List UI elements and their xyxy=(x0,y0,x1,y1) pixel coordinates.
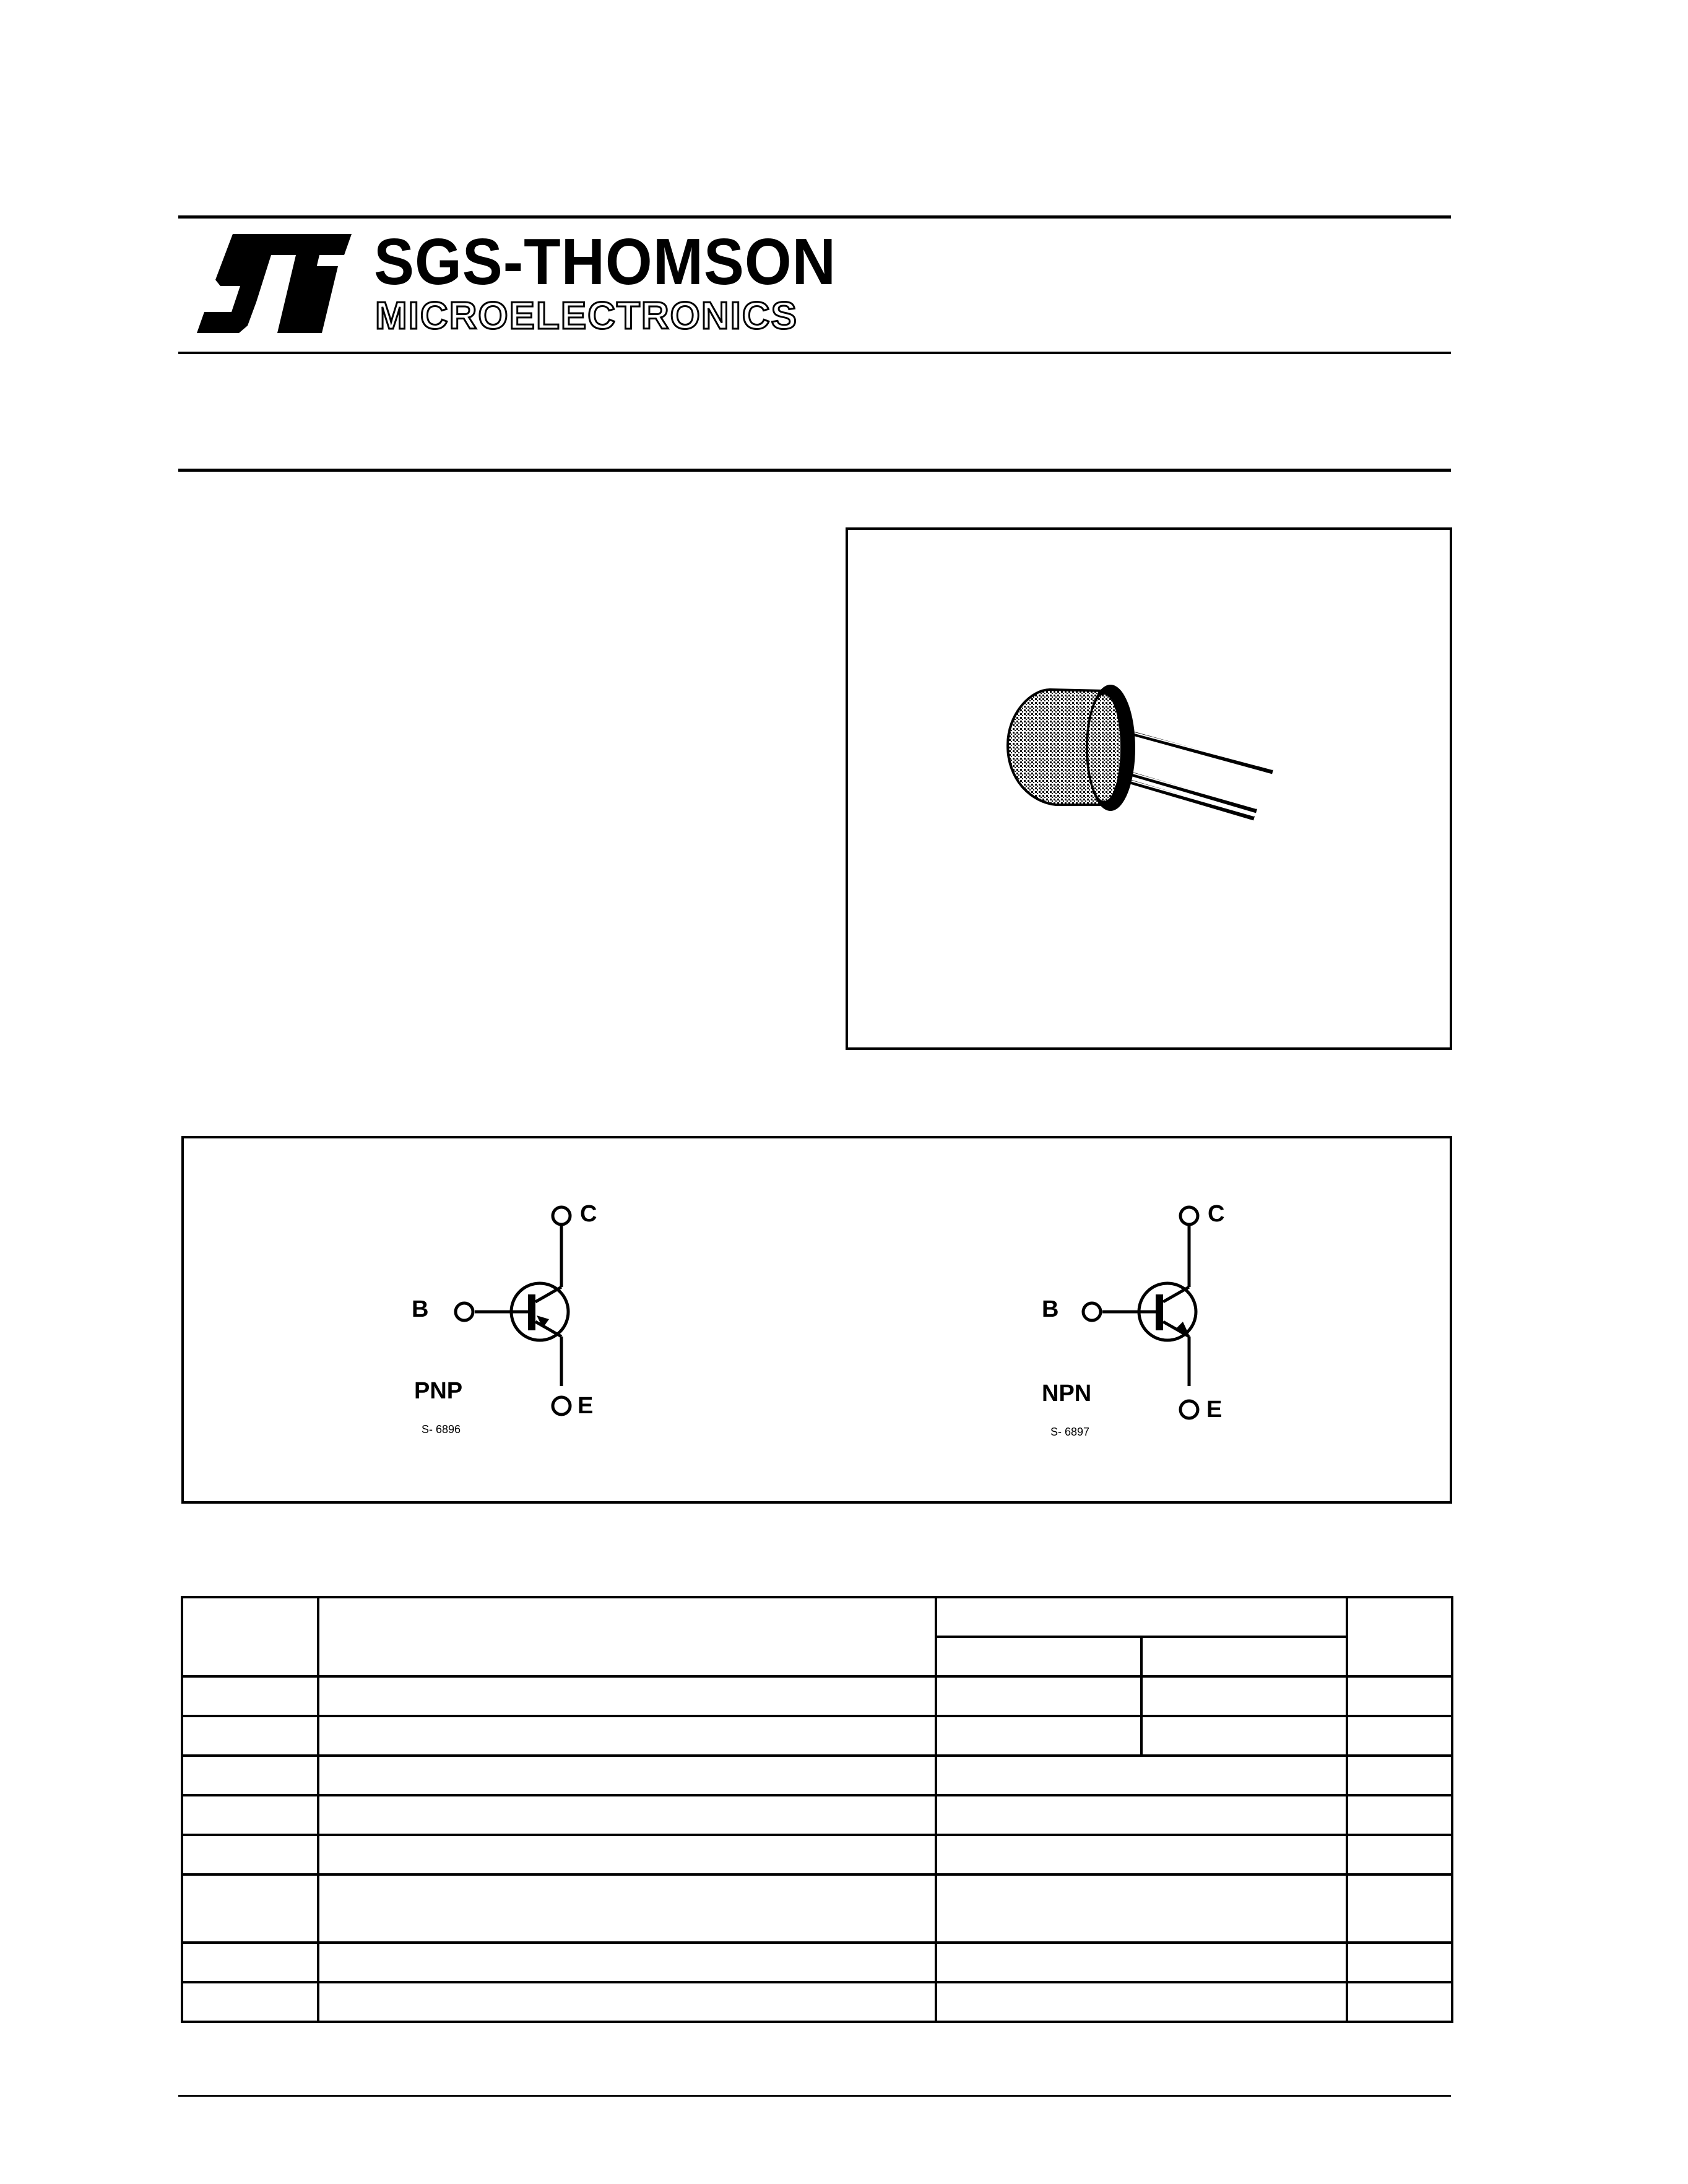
npn-collector-label: C xyxy=(1208,1201,1225,1227)
table-row xyxy=(182,1835,1452,1874)
table-row xyxy=(182,1716,1452,1756)
brand-subname: MICROELECTRONICS xyxy=(375,295,798,337)
header-top-rule xyxy=(178,215,1451,219)
title-rule xyxy=(178,469,1451,472)
pnp-type-label: PNP xyxy=(414,1378,463,1404)
table-header-cell xyxy=(1347,1597,1452,1676)
pnp-emitter-label: E xyxy=(578,1393,594,1419)
table-header-row xyxy=(182,1597,1452,1637)
table-header-cell xyxy=(318,1597,936,1676)
table-header-cell xyxy=(1141,1637,1347,1676)
pnp-figure-code: S- 6896 xyxy=(422,1423,461,1436)
npn-emitter-terminal-icon xyxy=(1177,1397,1201,1422)
schematic-box xyxy=(181,1136,1452,1504)
pnp-transistor-symbol xyxy=(425,1138,611,1386)
pnp-emitter-terminal-icon xyxy=(549,1393,574,1418)
brand-name: SGS-THOMSON xyxy=(374,225,836,298)
npn-transistor-symbol xyxy=(1053,1138,1239,1386)
table-header-cell xyxy=(182,1597,318,1676)
npn-figure-code: S- 6897 xyxy=(1050,1426,1090,1438)
table-row xyxy=(182,1874,1452,1943)
table-header-cell xyxy=(936,1597,1347,1637)
pnp-base-label: B xyxy=(412,1296,429,1322)
npn-emitter-label: E xyxy=(1206,1397,1223,1423)
footer-rule xyxy=(178,2095,1451,2097)
transistor-package-icon xyxy=(846,527,1452,1050)
table-row xyxy=(182,1795,1452,1835)
table-row xyxy=(182,1943,1452,1982)
package-image-box xyxy=(846,527,1452,1050)
header-bottom-rule xyxy=(178,352,1451,354)
table-header-cell xyxy=(936,1637,1141,1676)
npn-type-label: NPN xyxy=(1042,1380,1092,1406)
table-row xyxy=(182,1756,1452,1795)
table-row xyxy=(182,1676,1452,1716)
st-logo-icon xyxy=(197,234,352,333)
npn-base-label: B xyxy=(1042,1296,1059,1322)
ratings-table xyxy=(181,1596,1453,2023)
pnp-collector-label: C xyxy=(580,1201,597,1227)
table-row xyxy=(182,1982,1452,2022)
